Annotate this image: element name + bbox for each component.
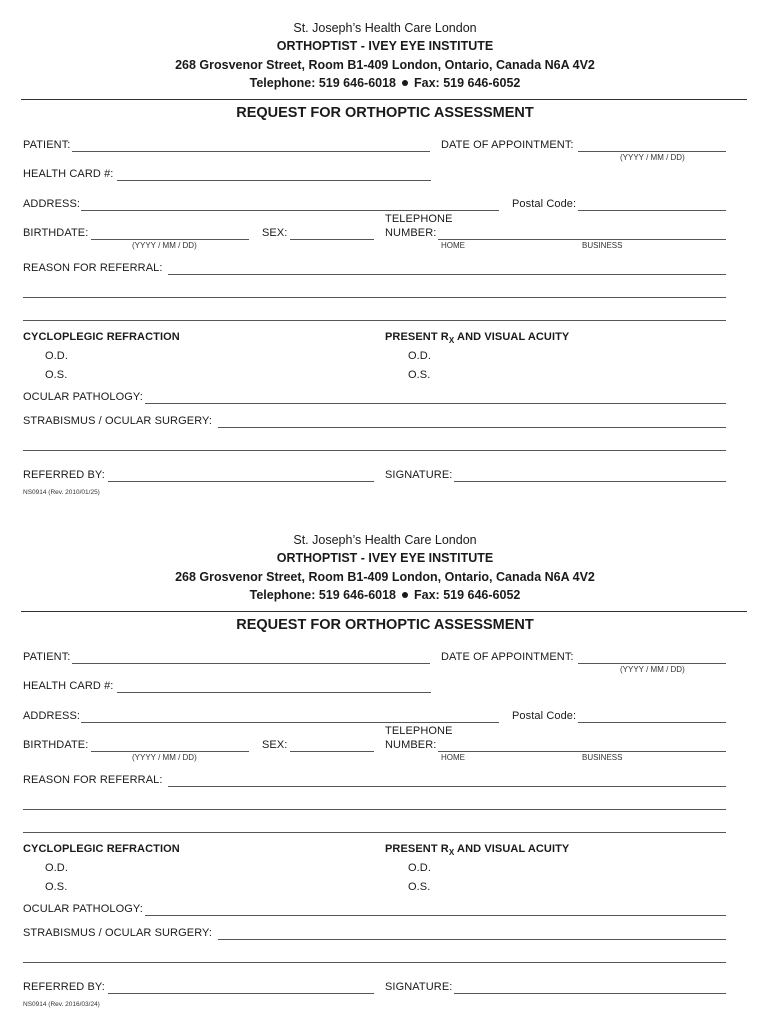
signature-label: SIGNATURE: [385, 469, 453, 481]
patient-field[interactable] [72, 151, 430, 152]
strabismus-label: STRABISMUS / OCULAR SURGERY: [23, 927, 213, 939]
strabismus-field-line-2[interactable] [23, 962, 726, 963]
strabismus-field-line-2[interactable] [23, 450, 726, 451]
reason-field-line-2[interactable] [23, 809, 726, 810]
form-title: REQUEST FOR ORTHOPTIC ASSESSMENT [236, 105, 534, 121]
institution-address: 268 Grosvenor Street, Room B1-409 London, Ontario, Canada N6A 4V2 [175, 570, 595, 584]
health-card-label: HEALTH CARD #: [23, 680, 114, 692]
sex-field[interactable] [290, 239, 374, 240]
telephone-text: Telephone: 519 646-6018 [249, 76, 397, 90]
header-divider [21, 99, 747, 100]
birthdate-format-hint: (YYYY / MM / DD) [132, 241, 197, 250]
department-name: ORTHOPTIST - IVEY EYE INSTITUTE [276, 551, 494, 565]
strabismus-label: STRABISMUS / OCULAR SURGERY: [23, 415, 213, 427]
address-label: ADDRESS: [23, 710, 81, 722]
patient-label: PATIENT: [23, 139, 71, 151]
revision-code: NS0914 (Rev. 2016/03/24) [23, 1001, 100, 1008]
health-card-field[interactable] [117, 180, 431, 181]
ocular-pathology-field[interactable] [145, 915, 726, 916]
business-hint: BUSINESS [582, 241, 623, 250]
referral-form-2 [0, 512, 770, 1024]
present-rx-text: PRESENT R [385, 331, 449, 343]
revision-code: NS0914 (Rev. 2010/01/25) [23, 489, 100, 496]
rx-subscript: X [448, 336, 455, 346]
reason-for-referral-label: REASON FOR REFERRAL: [23, 262, 163, 274]
date-format-hint: (YYYY / MM / DD) [620, 153, 685, 162]
cyclo-os-label: O.S. [45, 881, 68, 893]
form-title: REQUEST FOR ORTHOPTIC ASSESSMENT [236, 617, 534, 633]
referred-by-field[interactable] [108, 993, 374, 994]
referred-by-field[interactable] [108, 481, 374, 482]
address-field[interactable] [81, 722, 499, 723]
telephone-field[interactable] [438, 751, 726, 752]
present-rx-heading [385, 843, 569, 857]
sex-field[interactable] [290, 751, 374, 752]
contact-line [0, 76, 770, 90]
bullet-separator [402, 80, 408, 86]
ocular-pathology-field[interactable] [145, 403, 726, 404]
birthdate-field[interactable] [91, 751, 249, 752]
reason-field-line-3[interactable] [23, 320, 726, 321]
rx-os-label: O.S. [408, 369, 431, 381]
telephone-label: TELEPHONE [385, 725, 453, 737]
postal-code-label: Postal Code: [512, 710, 577, 722]
date-of-appointment-field[interactable] [578, 151, 726, 152]
reason-for-referral-label: REASON FOR REFERRAL: [23, 774, 163, 786]
date-format-hint: (YYYY / MM / DD) [620, 665, 685, 674]
patient-label: PATIENT: [23, 651, 71, 663]
ocular-pathology-label: OCULAR PATHOLOGY: [23, 391, 143, 403]
address-label: ADDRESS: [23, 198, 81, 210]
number-label: NUMBER: [385, 739, 437, 751]
referred-by-label: REFERRED BY: [23, 469, 105, 481]
institution-name: St. Joseph’s Health Care London [293, 21, 477, 35]
birthdate-format-hint: (YYYY / MM / DD) [132, 753, 197, 762]
cyclo-os-label: O.S. [45, 369, 68, 381]
home-hint: HOME [441, 241, 465, 250]
cyclo-od-label: O.D. [45, 862, 69, 874]
reason-field-line-3[interactable] [23, 832, 726, 833]
telephone-field[interactable] [438, 239, 726, 240]
telephone-text: Telephone: 519 646-6018 [249, 588, 397, 602]
date-of-appointment-field[interactable] [578, 663, 726, 664]
cycloplegic-refraction-heading: CYCLOPLEGIC REFRACTION [23, 843, 180, 855]
fax-text: Fax: 519 646-6052 [414, 76, 521, 90]
rx-os-label: O.S. [408, 881, 431, 893]
header-divider [21, 611, 747, 612]
patient-field[interactable] [72, 663, 430, 664]
reason-field-line-2[interactable] [23, 297, 726, 298]
rx-od-label: O.D. [408, 862, 432, 874]
address-field[interactable] [81, 210, 499, 211]
department-name: ORTHOPTIST - IVEY EYE INSTITUTE [276, 39, 494, 53]
health-card-label: HEALTH CARD #: [23, 168, 114, 180]
bullet-separator [402, 592, 408, 598]
strabismus-field-line-1[interactable] [218, 427, 726, 428]
strabismus-field-line-1[interactable] [218, 939, 726, 940]
ocular-pathology-label: OCULAR PATHOLOGY: [23, 903, 143, 915]
birthdate-field[interactable] [91, 239, 249, 240]
birthdate-label: BIRTHDATE: [23, 227, 89, 239]
reason-field-line-1[interactable] [168, 786, 726, 787]
date-of-appointment-label: DATE OF APPOINTMENT: [441, 139, 574, 151]
institution-name: St. Joseph’s Health Care London [293, 533, 477, 547]
sex-label: SEX: [262, 739, 288, 751]
number-label: NUMBER: [385, 227, 437, 239]
visual-acuity-text: AND VISUAL ACUITY [454, 331, 570, 343]
business-hint: BUSINESS [582, 753, 623, 762]
telephone-label: TELEPHONE [385, 213, 453, 225]
reason-field-line-1[interactable] [168, 274, 726, 275]
postal-code-label: Postal Code: [512, 198, 577, 210]
sex-label: SEX: [262, 227, 288, 239]
referred-by-label: REFERRED BY: [23, 981, 105, 993]
rx-od-label: O.D. [408, 350, 432, 362]
rx-subscript: X [448, 848, 455, 858]
fax-text: Fax: 519 646-6052 [414, 588, 521, 602]
cyclo-od-label: O.D. [45, 350, 69, 362]
health-card-field[interactable] [117, 692, 431, 693]
present-rx-heading [385, 331, 569, 345]
signature-field[interactable] [454, 481, 726, 482]
signature-label: SIGNATURE: [385, 981, 453, 993]
birthdate-label: BIRTHDATE: [23, 739, 89, 751]
signature-field[interactable] [454, 993, 726, 994]
institution-address: 268 Grosvenor Street, Room B1-409 London, Ontario, Canada N6A 4V2 [175, 58, 595, 72]
present-rx-text: PRESENT R [385, 843, 449, 855]
cycloplegic-refraction-heading: CYCLOPLEGIC REFRACTION [23, 331, 180, 343]
home-hint: HOME [441, 753, 465, 762]
visual-acuity-text: AND VISUAL ACUITY [454, 843, 570, 855]
contact-line [0, 588, 770, 602]
postal-code-field[interactable] [578, 210, 726, 211]
date-of-appointment-label: DATE OF APPOINTMENT: [441, 651, 574, 663]
postal-code-field[interactable] [578, 722, 726, 723]
